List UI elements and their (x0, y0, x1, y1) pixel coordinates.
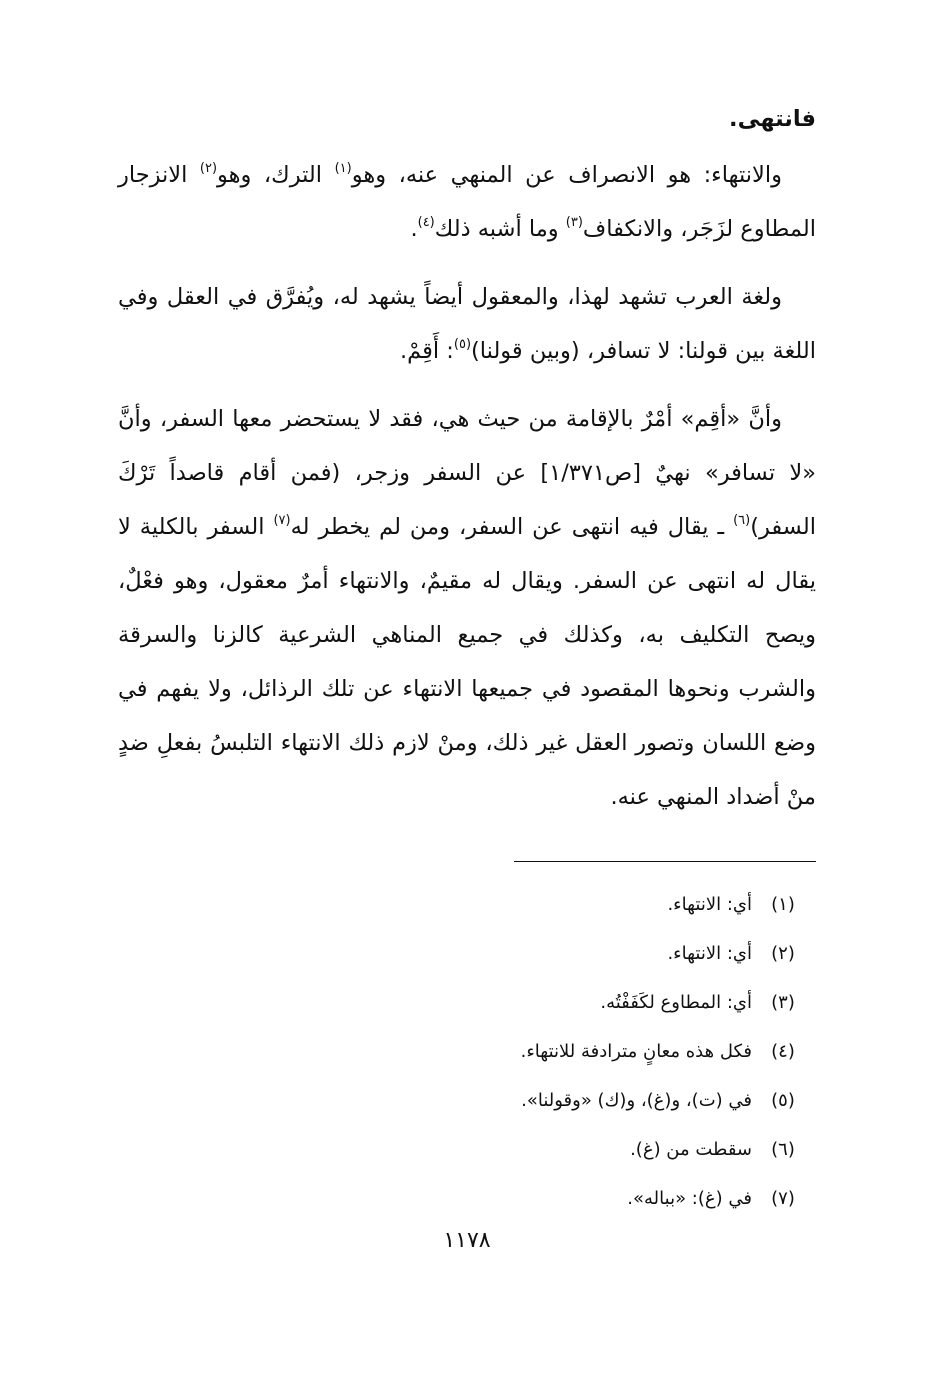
text-run: وما أشبه ذلك (434, 216, 566, 242)
footnote-text: في (غ): «بباله». (627, 1188, 752, 1209)
footnote-number: (١) (771, 894, 795, 915)
footnote-item (144, 1027, 804, 1076)
footnote-item (144, 929, 804, 978)
footnote-text: سقطت من (غ). (630, 1139, 752, 1160)
paragraph-definition (118, 148, 816, 256)
footnote-text: أي: الانتهاء. (667, 943, 752, 964)
text-run: والانتهاء: هو الانصراف عن المنهي عنه، وهو (351, 162, 782, 188)
page-number: ١١٧٨ (443, 1228, 491, 1253)
footnote-number: (٥) (771, 1090, 795, 1111)
footnote-ref[interactable]: (١) (334, 161, 352, 176)
footnote-ref[interactable]: (٧) (273, 513, 291, 528)
footnote-separator (514, 861, 816, 862)
footnote-number: (٧) (771, 1188, 795, 1209)
footnote-item (144, 1076, 804, 1125)
footnote-ref[interactable]: (٣) (565, 215, 583, 230)
text-run: ـ يقال فيه انتهى عن السفر، ومن لم يخطر له (290, 514, 734, 540)
footnote-item (144, 978, 804, 1027)
footnote-ref[interactable]: (٤) (417, 215, 435, 230)
footnote-number: (٤) (771, 1041, 795, 1062)
footnote-number: (٢) (771, 943, 795, 964)
text-run: الانزجار المطاوع لزَجَر، والانكفاف (118, 162, 816, 242)
text-run: وأنَّ «أقِم» أمْرٌ بالإقامة من حيث هي، فقد لا يستحضر معها السفر، وأنَّ «لا تسافر» نهيٌ [ص١/٣٧١] عن السفر وزجر، (فمن أقام قاصداً تَرْكَ السفر) (118, 406, 816, 540)
text-run: الترك، وهو (217, 162, 335, 188)
footnote-ref[interactable]: (٦) (733, 513, 751, 528)
footnote-text: في (ت)، و(غ)، و(ك) «وقولنا». (521, 1090, 752, 1111)
book-page (118, 92, 816, 1312)
paragraph-language (118, 270, 816, 378)
opening-word: فانتهى. (729, 106, 816, 132)
footnote-number: (٣) (771, 992, 795, 1013)
footnote-text: أي: الانتهاء. (667, 894, 752, 915)
text-run: . (410, 216, 418, 242)
footnote-ref[interactable]: (٢) (199, 161, 218, 176)
text-run: : أَقِمْ. (400, 338, 454, 364)
footnote-number: (٦) (771, 1139, 795, 1160)
footnote-ref[interactable]: (٥) (453, 337, 472, 352)
footnotes-list (144, 880, 804, 1223)
paragraph-argument (118, 392, 816, 824)
text-run: السفر بالكلية لا يقال له انتهى عن السفر. ويقال له مقيمٌ، والانتهاء أمرٌ معقول، وهو فعْلٌ، ويصح التكليف به، وكذلك في جميع المناهي الشرعية كالزنا والسرقة والشرب ونحوها المقصود في جميعها الانتهاء عن تلك الرذائل، ولا يفهم في وضع اللسان وتصور العقل غير ذلك، ومنْ لازم ذلك الانتهاء التلبسُ بفعلِ ضدٍ منْ أضداد المنهي عنه. (118, 514, 816, 810)
footnote-item (144, 1125, 804, 1174)
footnote-item (144, 880, 804, 929)
text-run: ولغة العرب تشهد لهذا، والمعقول أيضاً يشهد له، ويُفرَّق في العقل وفي اللغة بين قولنا: لا تسافر، (وبين قولنا) (118, 284, 816, 364)
footnote-item (144, 1174, 804, 1223)
footnote-text: أي: المطاوع لكَفَفْتُه. (600, 992, 752, 1013)
footnote-text: فكل هذه معانٍ مترادفة للانتهاء. (520, 1041, 752, 1062)
